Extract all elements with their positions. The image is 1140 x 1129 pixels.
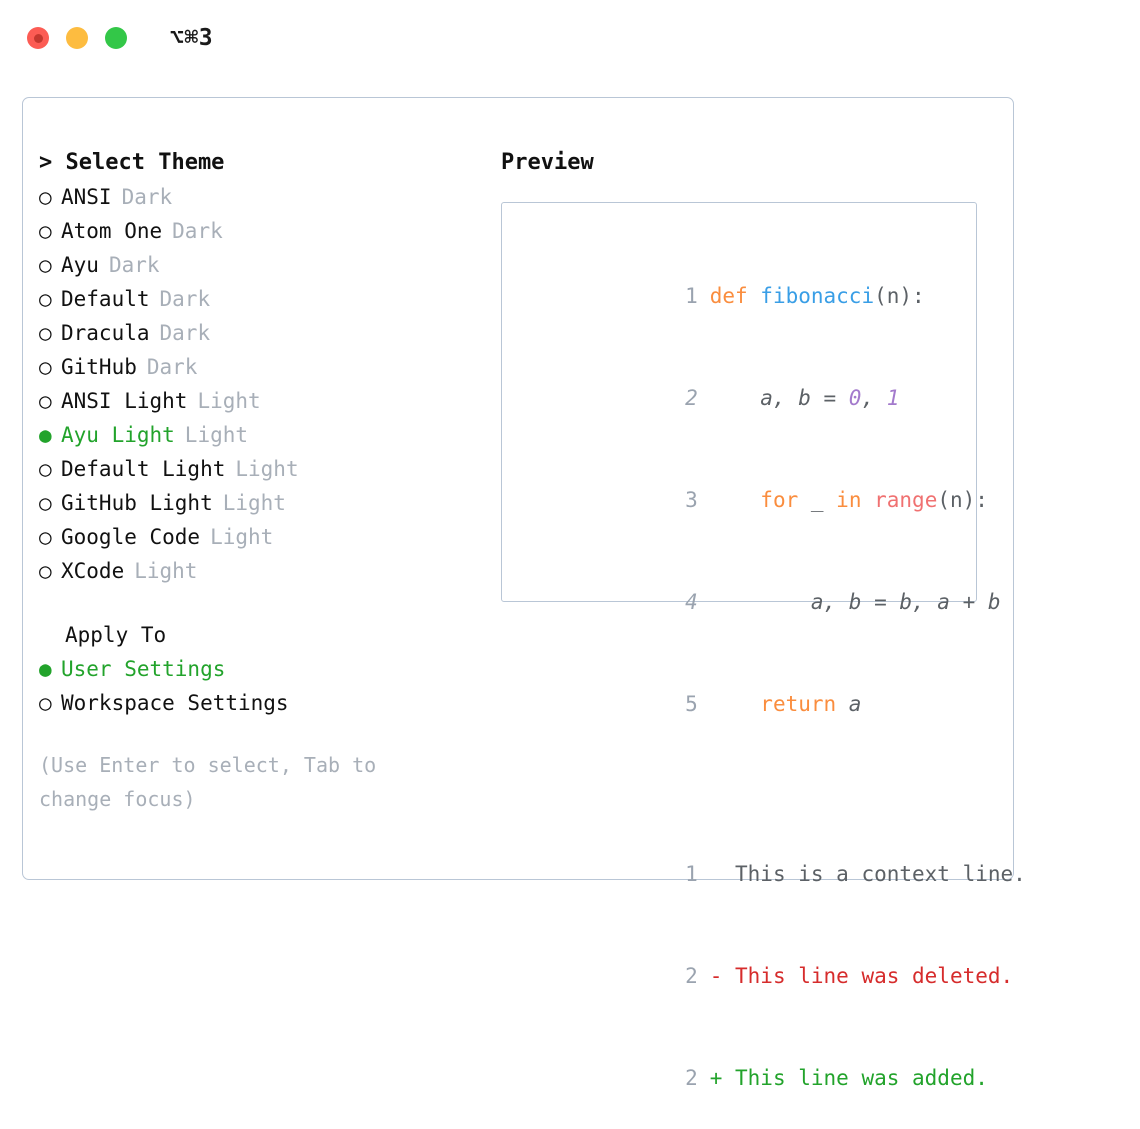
theme-option-label: XCode [61, 559, 125, 583]
radio-icon: ○ [39, 355, 52, 379]
apply-option-user-settings[interactable] [39, 652, 499, 686]
theme-option-tag: Dark [159, 287, 211, 311]
theme-option-atom-one-dark[interactable] [39, 214, 499, 248]
theme-option-tag: Dark [146, 355, 198, 379]
theme-option-tag: Light [235, 457, 299, 481]
diff-line-added [520, 1027, 988, 1129]
radio-icon: ○ [39, 559, 52, 583]
diff-text: This line was added. [735, 1066, 988, 1090]
title-bar [0, 0, 1140, 76]
code-token: fibonacci [760, 284, 875, 308]
blank-line [520, 755, 976, 789]
code-token: 0 [848, 386, 862, 410]
code-token: in [836, 488, 862, 512]
radio-icon: ○ [39, 219, 52, 243]
apply-to-heading: Apply To [65, 623, 167, 647]
theme-option-label: Ayu [61, 253, 99, 277]
code-line [520, 653, 976, 755]
line-number: 2 [685, 964, 698, 988]
theme-option-label: Google Code [61, 525, 201, 549]
diff-text: This is a context line. [735, 862, 1026, 886]
radio-icon: ○ [39, 525, 52, 549]
apply-option-label: User Settings [61, 657, 226, 681]
line-number: 1 [685, 862, 698, 886]
theme-option-ansi-dark[interactable] [39, 180, 499, 214]
theme-option-tag: Light [210, 525, 274, 549]
apply-option-label: Workspace Settings [61, 691, 289, 715]
theme-option-label: ANSI Light [61, 389, 188, 413]
code-line [520, 347, 976, 449]
apply-option-workspace-settings[interactable] [39, 686, 499, 720]
code-token: for [760, 488, 799, 512]
code-token [710, 692, 761, 716]
code-line [520, 245, 976, 347]
line-number: 5 [685, 692, 698, 716]
radio-selected-icon: ● [39, 657, 52, 681]
code-token [861, 488, 874, 512]
theme-select-column [39, 146, 499, 816]
theme-option-tag: Light [222, 491, 286, 515]
theme-option-tag: Light [184, 423, 249, 447]
radio-icon: ○ [39, 457, 52, 481]
diff-text: This line was deleted. [735, 964, 1014, 988]
line-number: 2 [685, 386, 698, 410]
code-token: , [861, 386, 887, 410]
theme-option-ayu-light[interactable] [39, 418, 499, 452]
select-theme-heading: > Select Theme [39, 150, 225, 175]
theme-option-google-code[interactable] [39, 520, 499, 554]
line-number: 3 [685, 488, 698, 512]
theme-option-tag: Dark [159, 321, 211, 345]
blank-line [520, 789, 976, 823]
diff-prefix: + [709, 1066, 736, 1090]
code-token: return [760, 692, 837, 716]
radio-icon: ○ [39, 185, 52, 209]
theme-option-label: GitHub [61, 355, 137, 379]
maximize-window-button[interactable] [105, 27, 127, 49]
preview-box [501, 202, 1026, 1090]
theme-option-default-dark[interactable] [39, 282, 499, 316]
theme-option-tag: Dark [172, 219, 223, 243]
theme-option-dracula-dark[interactable] [39, 316, 499, 350]
theme-option-github-dark[interactable] [39, 350, 499, 384]
diff-prefix [710, 862, 735, 886]
theme-option-ayu-dark[interactable] [39, 248, 499, 282]
theme-option-default-light[interactable] [39, 452, 499, 486]
code-token [710, 488, 761, 512]
code-token: 1 [886, 386, 900, 410]
theme-option-tag: Light [134, 559, 198, 583]
diff-prefix: - [709, 964, 736, 988]
theme-option-github-light[interactable] [39, 486, 499, 520]
radio-icon: ○ [39, 253, 52, 277]
line-number: 4 [685, 590, 698, 614]
code-token: (n): [937, 488, 988, 512]
code-token: a, b = b, a + b [709, 590, 1001, 614]
theme-option-label: GitHub Light [61, 491, 213, 515]
code-token: a [836, 692, 862, 716]
minimize-window-button[interactable] [66, 27, 88, 49]
titlebar-shortcut-label: ⌥⌘3 [170, 25, 214, 51]
section-spacer [39, 588, 499, 618]
code-line [520, 449, 988, 551]
theme-option-label: Atom One [61, 219, 163, 243]
theme-option-xcode[interactable] [39, 554, 499, 588]
code-token: (n): [874, 284, 925, 308]
code-token: range [874, 488, 938, 512]
theme-option-label: Ayu Light [61, 423, 175, 447]
radio-icon: ○ [39, 287, 52, 311]
radio-icon: ○ [39, 491, 52, 515]
code-token: def [709, 284, 761, 308]
radio-selected-icon: ● [39, 423, 52, 447]
theme-option-tag: Dark [121, 185, 173, 209]
code-line [520, 551, 1001, 653]
code-token: a, b = [709, 386, 849, 410]
theme-option-label: Default [61, 287, 150, 311]
theme-option-ansi-light[interactable] [39, 384, 499, 418]
diff-line-deleted [520, 925, 1014, 1027]
line-number: 1 [685, 284, 698, 308]
keyboard-hint-text: (Use Enter to select, Tab to change focus) [39, 753, 377, 811]
preview-column [501, 146, 1026, 1090]
close-window-button[interactable] [27, 27, 49, 49]
radio-icon: ○ [39, 691, 52, 715]
radio-icon: ○ [39, 321, 52, 345]
theme-option-tag: Dark [108, 253, 160, 277]
theme-option-label: Default Light [61, 457, 226, 481]
radio-icon: ○ [39, 389, 52, 413]
line-number: 2 [685, 1066, 698, 1090]
theme-option-tag: Light [197, 389, 261, 413]
code-token: _ [798, 488, 837, 512]
theme-option-label: Dracula [61, 321, 150, 345]
preview-heading: Preview [501, 150, 594, 175]
diff-line-context [520, 823, 1026, 925]
theme-option-label: ANSI [61, 185, 112, 209]
theme-picker-panel [22, 97, 1026, 1090]
